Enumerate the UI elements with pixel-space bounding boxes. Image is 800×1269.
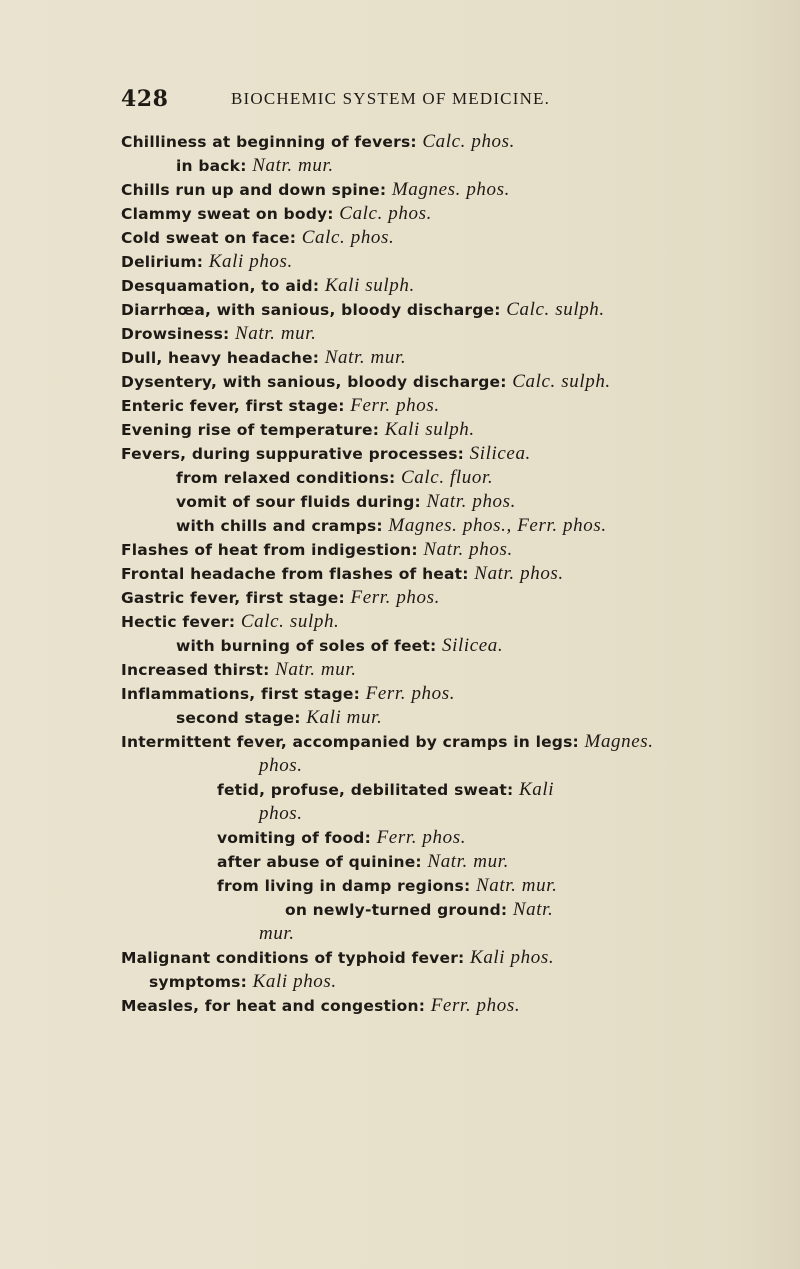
index-entry bbox=[121, 730, 761, 754]
entry-term: Drowsiness: bbox=[121, 325, 236, 343]
index-entry bbox=[121, 586, 761, 610]
index-entry bbox=[121, 778, 761, 802]
index-entry bbox=[121, 250, 761, 274]
entry-remedy: Natr. phos. bbox=[474, 563, 564, 584]
entry-term: Hectic fever: bbox=[121, 613, 241, 631]
index-entry bbox=[121, 394, 761, 418]
entry-remedy: Kali sulph. bbox=[324, 275, 415, 296]
index-entry bbox=[121, 826, 761, 850]
entry-remedy: Silicea. bbox=[442, 635, 504, 656]
index-entry bbox=[121, 154, 761, 178]
entry-term: vomit of sour fluids during: bbox=[176, 493, 427, 511]
entry-term: on newly-turned ground: bbox=[285, 901, 513, 919]
entry-remedy: Natr. mur. bbox=[475, 875, 558, 896]
entry-remedy: Ferr. phos. bbox=[430, 995, 521, 1016]
entry-term: Intermittent fever, accompanied by cramps in legs: bbox=[121, 733, 585, 751]
entry-term: Chilliness at beginning of fevers: bbox=[121, 133, 423, 151]
index-entry bbox=[121, 850, 761, 874]
entry-remedy: Kali mur. bbox=[306, 707, 383, 728]
index-entry bbox=[121, 970, 761, 994]
index-entry bbox=[121, 274, 761, 298]
index-entry bbox=[121, 418, 761, 442]
entry-remedy: Natr. mur. bbox=[252, 155, 334, 176]
entry-term: Malignant conditions of typhoid fever: bbox=[121, 949, 471, 967]
entry-term: Measles, for heat and congestion: bbox=[121, 997, 431, 1015]
entry-term: with burning of soles of feet: bbox=[176, 637, 442, 655]
entry-term: with chills and cramps: bbox=[176, 517, 389, 535]
entry-remedy: Kali phos. bbox=[208, 251, 293, 272]
index-entry bbox=[121, 130, 761, 154]
entry-term: second stage: bbox=[176, 709, 307, 727]
entry-term: from relaxed conditions: bbox=[176, 469, 402, 487]
entry-term: Fevers, during suppurative processes: bbox=[121, 445, 470, 463]
entry-term: Frontal headache from flashes of heat: bbox=[121, 565, 475, 583]
entry-term: Enteric fever, first stage: bbox=[121, 397, 351, 415]
entry-term: Clammy sweat on body: bbox=[121, 205, 340, 223]
entry-remedy: Kali phos. bbox=[252, 971, 337, 992]
index-entry bbox=[121, 706, 761, 730]
entry-term: fetid, profuse, debilitated sweat: bbox=[217, 781, 519, 799]
index-entry bbox=[121, 898, 761, 922]
index-entry bbox=[121, 682, 761, 706]
entry-term: Increased thirst: bbox=[121, 661, 276, 679]
entry-remedy: Natr. phos. bbox=[426, 491, 516, 512]
index-entry bbox=[121, 322, 761, 346]
index-entries bbox=[121, 130, 761, 1018]
entry-remedy: Calc. phos. bbox=[339, 203, 432, 224]
entry-remedy: Natr. mur. bbox=[275, 659, 357, 680]
index-entry bbox=[121, 370, 761, 394]
entry-remedy: Natr. mur. bbox=[235, 323, 317, 344]
index-entry bbox=[121, 634, 761, 658]
entry-remedy: Natr. phos. bbox=[423, 539, 513, 560]
index-entry bbox=[121, 874, 761, 898]
entry-term: symptoms: bbox=[149, 973, 253, 991]
page-number: 428 bbox=[121, 86, 169, 112]
index-entry bbox=[121, 346, 761, 370]
entry-term: after abuse of quinine: bbox=[217, 853, 428, 871]
entry-term: Desquamation, to aid: bbox=[121, 277, 325, 295]
index-entry bbox=[121, 202, 761, 226]
entry-term: Evening rise of temperature: bbox=[121, 421, 385, 439]
entry-remedy: Calc. sulph. bbox=[506, 299, 605, 320]
entry-term: Inflammations, first stage: bbox=[121, 685, 366, 703]
entry-term: Diarrhœa, with sanious, bloody discharge: bbox=[121, 301, 507, 319]
entry-remedy: phos. bbox=[259, 803, 303, 824]
page-header bbox=[121, 86, 761, 116]
entry-term: from living in damp regions: bbox=[217, 877, 476, 895]
entry-term: Chills run up and down spine: bbox=[121, 181, 392, 199]
entry-remedy: Silicea. bbox=[469, 443, 531, 464]
entry-term: in back: bbox=[176, 157, 253, 175]
entry-remedy: Calc. phos. bbox=[422, 131, 516, 152]
index-entry bbox=[121, 442, 761, 466]
entry-remedy: Calc. sulph. bbox=[240, 611, 340, 632]
index-entry-continuation bbox=[121, 922, 761, 946]
index-entry bbox=[121, 226, 761, 250]
entry-term: Gastric fever, first stage: bbox=[121, 589, 351, 607]
entry-remedy: Natr. mur. bbox=[427, 851, 509, 872]
index-entry-continuation bbox=[121, 802, 761, 826]
entry-remedy: phos. bbox=[259, 755, 303, 776]
entry-remedy: Ferr. phos. bbox=[365, 683, 456, 704]
entry-term: Delirium: bbox=[121, 253, 209, 271]
entry-remedy: Ferr. phos. bbox=[350, 587, 440, 608]
entry-remedy: Calc. phos. bbox=[301, 227, 395, 248]
entry-remedy: Kali bbox=[519, 779, 555, 800]
entry-term: vomiting of food: bbox=[217, 829, 377, 847]
entry-remedy: Magnes. bbox=[584, 731, 654, 752]
entry-remedy: Ferr. phos. bbox=[350, 395, 440, 416]
entry-remedy: Kali phos. bbox=[470, 947, 555, 968]
entry-term: Dysentery, with sanious, bloody discharge: bbox=[121, 373, 513, 391]
index-entry bbox=[121, 562, 761, 586]
index-entry bbox=[121, 514, 761, 538]
entry-term: Flashes of heat from indigestion: bbox=[121, 541, 424, 559]
index-entry-continuation bbox=[121, 754, 761, 778]
index-entry bbox=[121, 178, 761, 202]
index-entry bbox=[121, 466, 761, 490]
entry-remedy: Magnes. phos., Ferr. phos. bbox=[388, 515, 607, 536]
index-entry bbox=[121, 658, 761, 682]
entry-remedy: Calc. sulph. bbox=[512, 371, 611, 392]
entry-remedy: mur. bbox=[259, 923, 295, 944]
entry-remedy: Calc. fluor. bbox=[401, 467, 494, 488]
entry-remedy: Magnes. phos. bbox=[391, 179, 510, 200]
entry-term: Dull, heavy headache: bbox=[121, 349, 325, 367]
index-entry bbox=[121, 994, 761, 1018]
entry-term: Cold sweat on face: bbox=[121, 229, 302, 247]
entry-remedy: Ferr. phos. bbox=[376, 827, 467, 848]
running-head: BIOCHEMIC SYSTEM OF MEDICINE. bbox=[231, 89, 551, 108]
entry-remedy: Kali sulph. bbox=[384, 419, 475, 440]
index-entry bbox=[121, 538, 761, 562]
entry-remedy: Natr. bbox=[512, 899, 554, 920]
entry-remedy: Natr. mur. bbox=[324, 347, 407, 368]
index-entry bbox=[121, 490, 761, 514]
index-entry bbox=[121, 610, 761, 634]
index-entry bbox=[121, 298, 761, 322]
index-entry bbox=[121, 946, 761, 970]
